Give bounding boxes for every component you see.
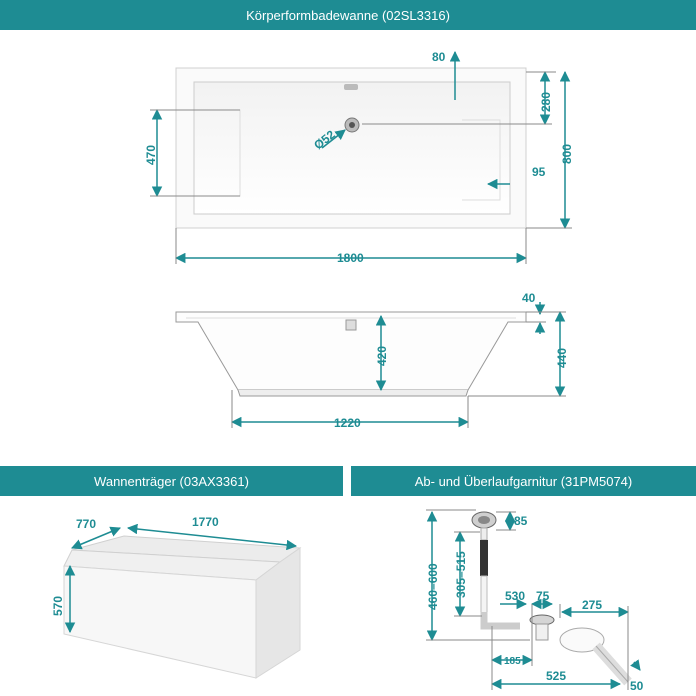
dim-460-600: 460–600 xyxy=(426,563,440,610)
dim-1220: 1220 xyxy=(334,416,361,430)
dim-1770: 1770 xyxy=(192,515,219,529)
dim-770: 770 xyxy=(76,517,97,531)
tub-side-view xyxy=(176,312,526,396)
tub-top-view xyxy=(176,68,526,228)
dim-470: 470 xyxy=(144,144,158,165)
dim-d52: Ø52 xyxy=(311,127,338,153)
dim-800: 800 xyxy=(560,143,574,164)
dim-305-515: 305–515 xyxy=(454,551,468,598)
banner-support: Wannenträger (03AX3361) xyxy=(0,466,343,496)
drain-assembly xyxy=(472,512,628,682)
dim-525: 525 xyxy=(546,669,567,683)
dim-280: 280 xyxy=(539,91,553,112)
banner-drain: Ab- und Überlaufgarnitur (31PM5074) xyxy=(351,466,696,496)
dim-275: 275 xyxy=(582,598,603,612)
dim-50: 50 xyxy=(630,679,644,693)
dim-185: 185 xyxy=(504,656,521,667)
dim-440: 440 xyxy=(555,347,569,368)
dim-1800: 1800 xyxy=(337,251,364,265)
dim-95: 95 xyxy=(532,165,546,179)
overflow-opening xyxy=(344,84,358,90)
tub-support-block xyxy=(64,536,300,678)
dim-75: 75 xyxy=(536,589,550,603)
dim-570: 570 xyxy=(51,595,65,616)
dim-420: 420 xyxy=(375,345,389,366)
dim-530: 530 xyxy=(505,589,526,603)
banner-top: Körperformbadewanne (02SL3316) xyxy=(0,0,696,30)
dim-85: 85 xyxy=(514,514,528,528)
dim-40: 40 xyxy=(522,291,536,305)
dim-80: 80 xyxy=(432,50,446,64)
